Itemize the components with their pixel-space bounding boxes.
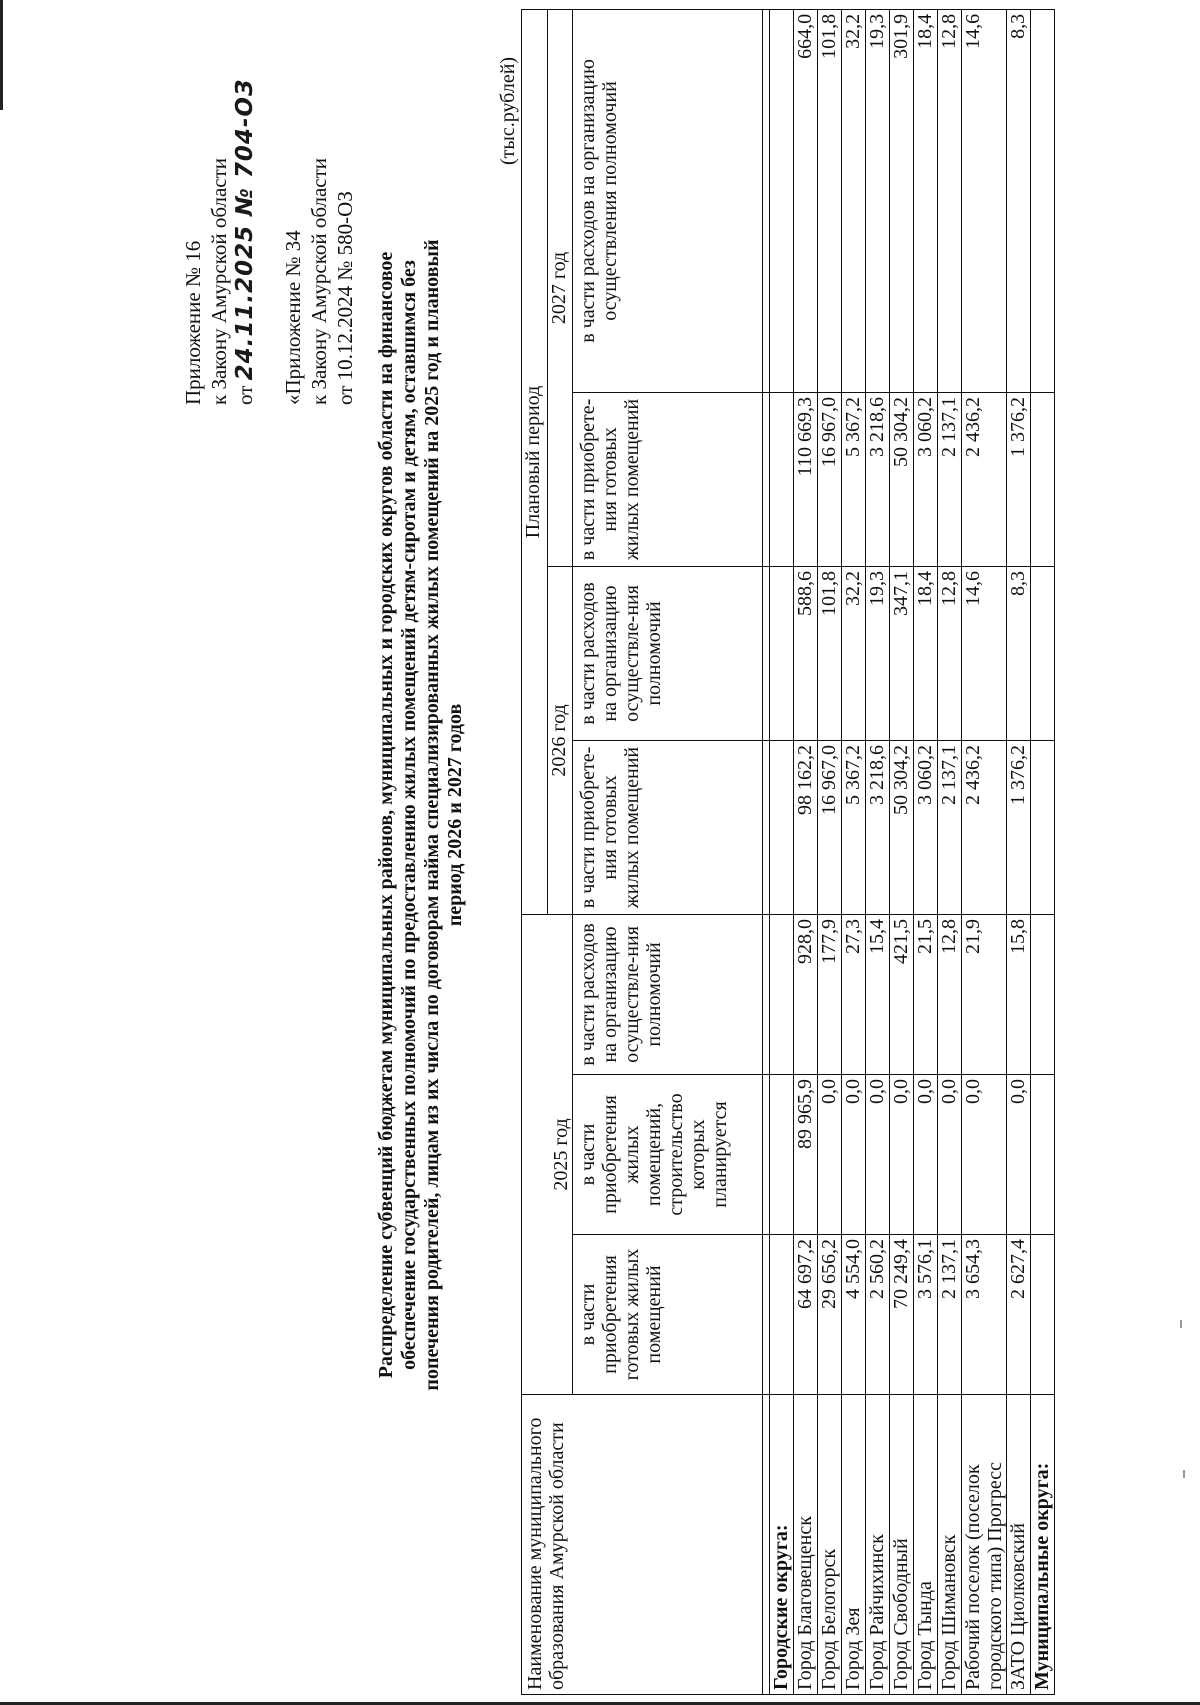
municipality-name: Город Белогорск: [818, 1395, 842, 1695]
appendix-number: Приложение № 16: [181, 240, 205, 405]
to-law-line: к Закону Амурской области: [207, 157, 231, 405]
subheader-2025-organization: в части расходов на организацию осуществле-ния полномочий: [573, 914, 763, 1074]
value-cell: 64 697,2: [794, 1235, 818, 1395]
table-row: [842, 9, 866, 1694]
section-row-city-districts: [770, 9, 794, 1694]
value-cell: 0,0: [842, 1075, 866, 1235]
value-cell: 32,2: [842, 9, 866, 392]
value-cell: 3 654,3: [962, 1235, 1007, 1395]
table-row: [1007, 9, 1031, 1694]
value-cell: 29 656,2: [818, 1235, 842, 1395]
date-line: [232, 5, 258, 405]
prev-to-law-line: к Закону Амурской области: [307, 157, 331, 405]
value-cell: 177,9: [818, 914, 842, 1074]
value-cell: 14,6: [962, 566, 1007, 740]
value-cell: 2 137,1: [938, 392, 962, 566]
value-cell: 928,0: [794, 914, 818, 1074]
value-cell: 70 249,4: [890, 1235, 914, 1395]
value-cell: 5 367,2: [842, 392, 866, 566]
value-cell: 14,6: [962, 9, 1007, 392]
value-cell: 0,0: [914, 1075, 938, 1235]
value-cell: 1 376,2: [1007, 392, 1031, 566]
law-reference-header: [180, 5, 358, 405]
value-cell: 101,8: [818, 9, 842, 392]
value-cell: 3 060,2: [914, 740, 938, 914]
document-title: Распределение субвенций бюджетам муниципальных районов, муниципальных и городских округов области на финансовое обеспечение государственных полномочий по предоставлению жилых помещений детям-сиротам и детям, оставшимся без попечения родителей, лицам из их числа по договорам найма специализированных жилых помещений на 2025 год и плановый период 2026 и 2027 годов: [375, 239, 466, 1391]
value-cell: 16 967,0: [818, 740, 842, 914]
value-cell: 2 436,2: [962, 392, 1007, 566]
value-cell: 5 367,2: [842, 740, 866, 914]
value-cell: 3 576,1: [914, 1235, 938, 1395]
value-cell: 18,4: [914, 566, 938, 740]
table-row: [938, 9, 962, 1694]
value-cell: 2 560,2: [866, 1235, 890, 1395]
table-body: [763, 9, 1055, 1694]
value-cell: 0,0: [818, 1075, 842, 1235]
municipality-name: Город Шимановск: [938, 1395, 962, 1695]
table-row: [866, 9, 890, 1694]
value-cell: 12,8: [938, 9, 962, 392]
prev-appendix-number: «Приложение № 34: [281, 230, 305, 405]
prev-date-line: от 10.12.2024 № 580-ОЗ: [333, 191, 357, 405]
value-cell: 588,6: [794, 566, 818, 740]
column-header-planned: Плановый период: [522, 9, 548, 914]
value-cell: 0,0: [890, 1075, 914, 1235]
subheader-2026-ready: в части приобрете-ния готовых жилых помещений: [573, 740, 763, 914]
column-header-2025: 2025 год: [522, 914, 573, 1394]
subheader-2025-planned-construction: в части приобретения жилых помещений, строительство которых планируется: [573, 1075, 763, 1235]
section-row-municipal-districts: [1031, 9, 1055, 1694]
value-cell: 50 304,2: [890, 392, 914, 566]
value-cell: 0,0: [866, 1075, 890, 1235]
value-cell: 21,5: [914, 914, 938, 1074]
value-cell: 664,0: [794, 9, 818, 392]
value-cell: 0,0: [962, 1075, 1007, 1235]
value-cell: 19,3: [866, 566, 890, 740]
value-cell: 0,0: [938, 1075, 962, 1235]
table-row: [794, 9, 818, 1694]
value-cell: 19,3: [866, 9, 890, 392]
subheader-2027-ready: в части приобрете-ния готовых жилых помещений: [573, 392, 763, 566]
municipality-name: ЗАТО Циолковский: [1007, 1395, 1031, 1695]
municipality-name: Рабочий поселок (поселок городского типа) Прогресс: [962, 1395, 1007, 1695]
section-label: Муниципальные округа:: [1031, 1395, 1055, 1695]
value-cell: 8,3: [1007, 9, 1031, 392]
municipality-name: Город Тында: [914, 1395, 938, 1695]
value-cell: 89 965,9: [794, 1075, 818, 1235]
value-cell: 2 137,1: [938, 740, 962, 914]
value-cell: 50 304,2: [890, 740, 914, 914]
subheader-2025-ready: в части приобретения готовых жилых помещений: [573, 1235, 763, 1395]
date-prefix: от: [233, 385, 257, 405]
value-cell: 1 376,2: [1007, 740, 1031, 914]
value-cell: 16 967,0: [818, 392, 842, 566]
value-cell: 32,2: [842, 566, 866, 740]
section-label: Городские округа:: [770, 1395, 794, 1695]
handwritten-date-number: 24.11.2025 № 704-ОЗ: [232, 78, 258, 381]
value-cell: 101,8: [818, 566, 842, 740]
unit-label: (тыс.рублей): [497, 56, 519, 165]
value-cell: 301,9: [890, 9, 914, 392]
value-cell: 110 669,3: [794, 392, 818, 566]
municipality-name: Город Благовещенск: [794, 1395, 818, 1695]
municipality-name: Город Райчихинск: [866, 1395, 890, 1695]
table-row: [962, 9, 1007, 1694]
column-header-2027: 2027 год: [547, 9, 573, 566]
value-cell: 15,4: [866, 914, 890, 1074]
value-cell: 15,8: [1007, 914, 1031, 1074]
value-cell: 18,4: [914, 9, 938, 392]
value-cell: 2 627,4: [1007, 1235, 1031, 1395]
column-header-name: Наименование муниципального образования Амурской области: [522, 1395, 763, 1695]
municipality-name: Город Свободный: [890, 1395, 914, 1695]
value-cell: 421,5: [890, 914, 914, 1074]
value-cell: 12,8: [938, 566, 962, 740]
value-cell: 21,9: [962, 914, 1007, 1074]
value-cell: 12,8: [938, 914, 962, 1074]
municipality-name: Город Зея: [842, 1395, 866, 1695]
value-cell: 347,1: [890, 566, 914, 740]
value-cell: 98 162,2: [794, 740, 818, 914]
value-cell: 3 218,6: [866, 740, 890, 914]
value-cell: 4 554,0: [842, 1235, 866, 1395]
value-cell: 3 060,2: [914, 392, 938, 566]
table-row: [818, 9, 842, 1694]
value-cell: 27,3: [842, 914, 866, 1074]
value-cell: 0,0: [1007, 1075, 1031, 1235]
column-header-2026: 2026 год: [547, 566, 573, 914]
table-row: [914, 9, 938, 1694]
spacer-row: [763, 9, 770, 1694]
table-row: [890, 9, 914, 1694]
value-cell: 8,3: [1007, 566, 1031, 740]
value-cell: 2 137,1: [938, 1235, 962, 1395]
value-cell: 2 436,2: [962, 740, 1007, 914]
value-cell: 3 218,6: [866, 392, 890, 566]
subheader-2026-organization: в части расходов на организацию осуществле-ния полномочий: [573, 566, 763, 740]
subsidy-distribution-table: [521, 9, 1055, 1695]
header-row-1: [522, 9, 548, 1694]
subheader-2027-organization: в части расходов на организацию осуществления полномочий: [573, 9, 763, 392]
